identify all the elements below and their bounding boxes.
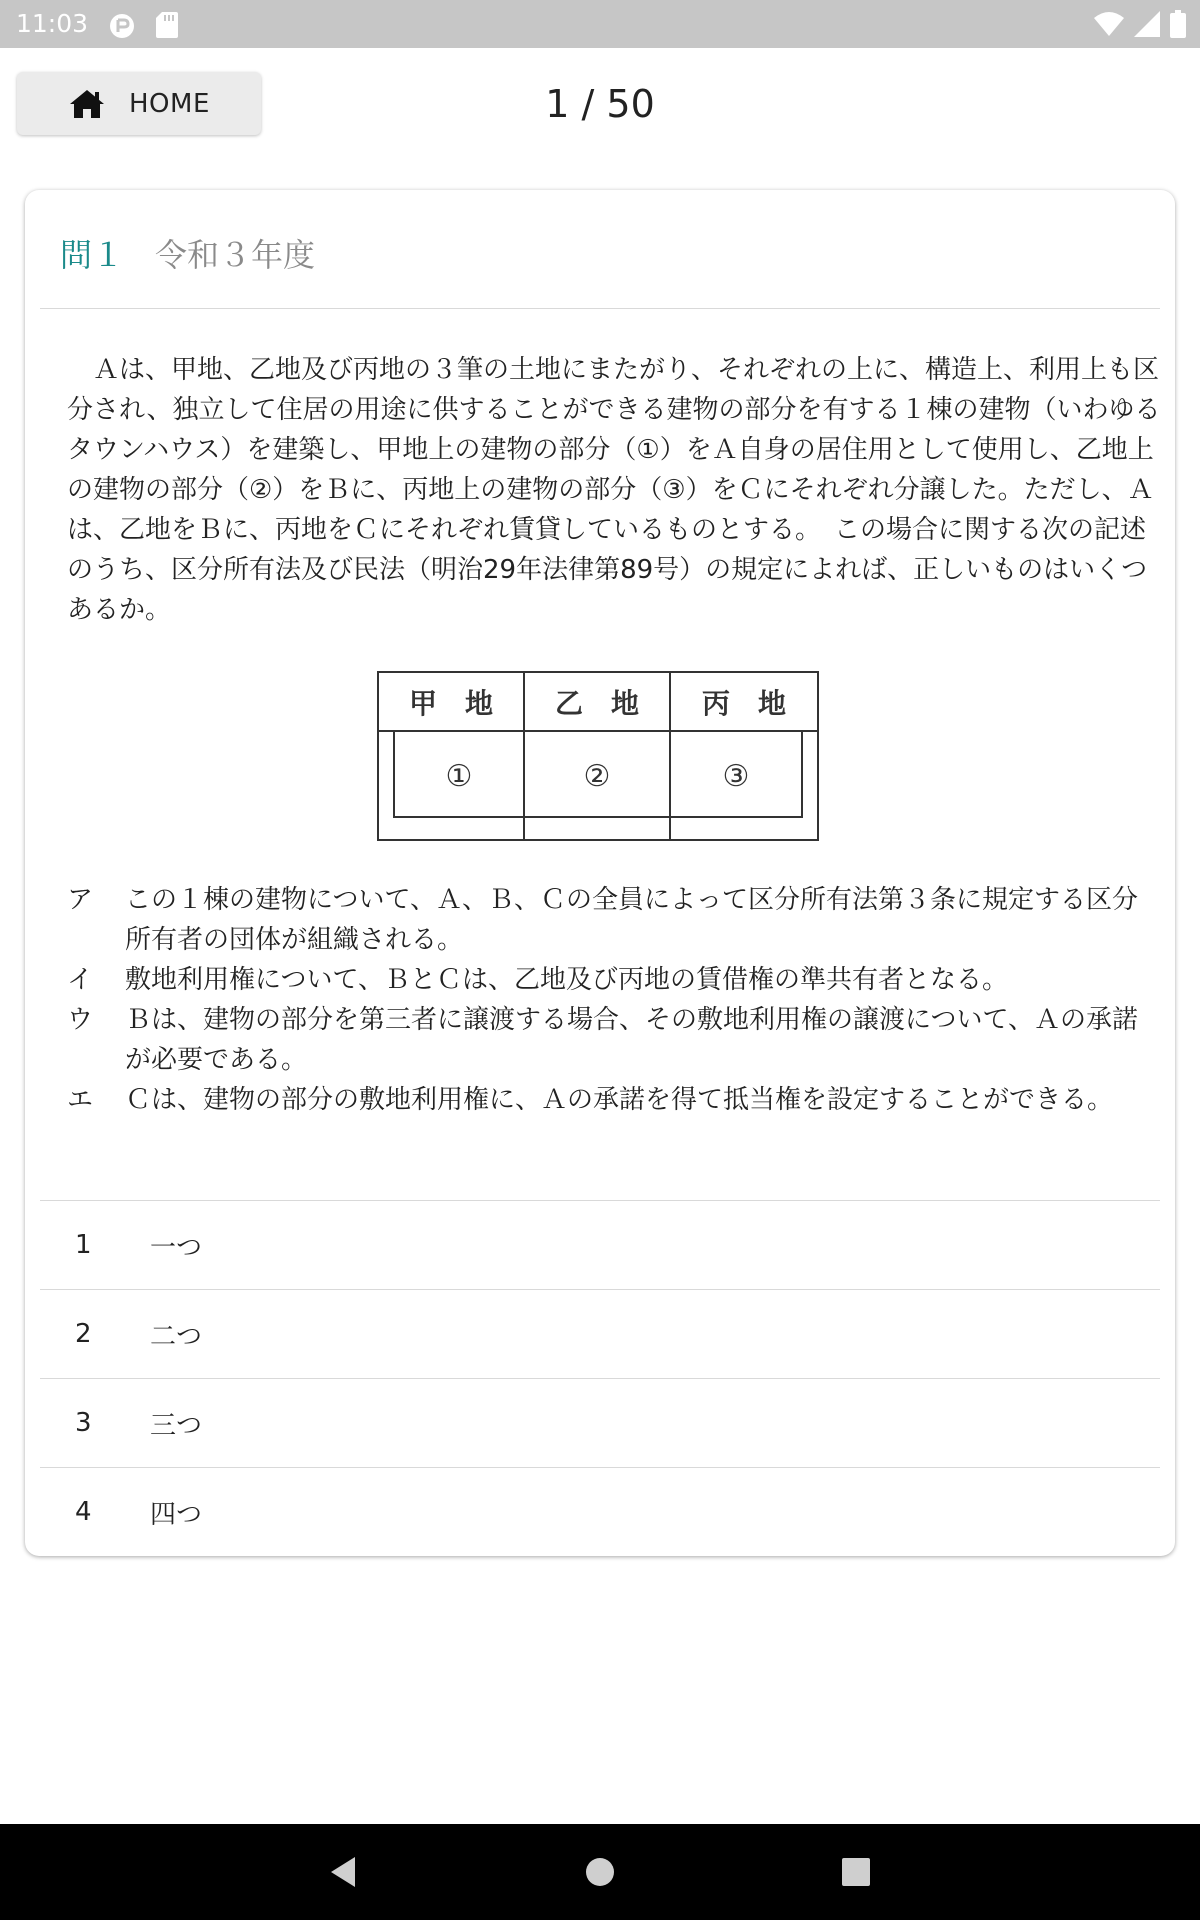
statement-text: Ｃは、建物の部分の敷地利用権に、Ａの承諾を得て抵当権を設定することができる。 xyxy=(125,1085,1114,1115)
wifi-icon xyxy=(1094,11,1124,41)
statement-list xyxy=(67,880,1157,1120)
statement-text: この１棟の建物について、Ａ、Ｂ、Ｃの全員によって区分所有法第３条に規定する区分所有者の団体が組織される。 xyxy=(125,885,1138,955)
choice-text: 四つ xyxy=(150,1499,203,1530)
answer-choices xyxy=(40,1200,1160,1556)
divider xyxy=(40,308,1160,309)
choice-number: 1 xyxy=(75,1230,92,1260)
home-button[interactable] xyxy=(17,72,261,135)
part-label-2: ② xyxy=(583,759,611,794)
question-counter: 1 / 50 xyxy=(545,82,655,126)
statement-text: 敷地利用権について、ＢとＣは、乙地及び丙地の賃借権の準共有者となる。 xyxy=(125,965,1008,995)
part-label-1: ① xyxy=(445,759,473,794)
statement-a xyxy=(67,880,1157,960)
statement-key: エ xyxy=(67,1085,94,1115)
question-card xyxy=(25,190,1175,1556)
question-body xyxy=(67,350,1167,630)
land-label-3: 丙 地 xyxy=(701,687,787,720)
question-year: 令和３年度 xyxy=(155,236,316,274)
land-label-2: 乙 地 xyxy=(554,687,640,720)
statement-text: Ｂは、建物の部分を第三者に譲渡する場合、その敷地利用権の譲渡について、Ａの承諾が必要である。 xyxy=(125,1005,1138,1075)
battery-icon xyxy=(1170,10,1186,42)
recents-icon xyxy=(841,1857,871,1887)
home-icon xyxy=(69,89,105,119)
land-diagram xyxy=(377,671,819,841)
navigation-bar xyxy=(0,1824,1200,1920)
statement-key: ア xyxy=(67,885,94,915)
answer-choice-1[interactable] xyxy=(40,1200,1160,1289)
question-number: 問１ xyxy=(60,236,125,274)
statement-e xyxy=(67,1080,1157,1120)
statement-key: ウ xyxy=(67,1005,94,1035)
signal-icon xyxy=(1134,11,1160,41)
answer-choice-3[interactable] xyxy=(40,1378,1160,1467)
back-icon xyxy=(327,1855,359,1889)
circle-home-icon xyxy=(585,1857,615,1887)
home-button-label: HOME xyxy=(129,88,210,119)
sd-card-icon xyxy=(156,12,178,42)
choice-text: 二つ xyxy=(150,1321,203,1352)
recents-button[interactable] xyxy=(786,1824,926,1920)
choice-text: 三つ xyxy=(150,1410,203,1441)
statement-key: イ xyxy=(67,965,94,995)
land-label-1: 甲 地 xyxy=(408,687,494,720)
part-label-3: ③ xyxy=(722,759,750,794)
answer-choice-4[interactable] xyxy=(40,1467,1160,1556)
question-header xyxy=(25,190,1175,308)
back-button[interactable] xyxy=(273,1824,413,1920)
statement-i xyxy=(67,960,1157,1000)
question-text: Ａは、甲地、乙地及び丙地の３筆の土地にまたがり、それぞれの上に、構造上、利用上も区分され、独立して住居の用途に供することができる建物の部分を有する１棟の建物（いわゆるタウンハウス）を建築し、甲地上の建物の部分（①）をＡ自身の居住用として使用し、乙地上の建物の部分（②）をＢに、丙地上の建物の部分（③）をＣにそれぞれ分譲した。ただし、Ａは、乙地をＢに、丙地をＣにそれぞれ賃貸しているものとする。 この場合に関する次の記述のうち、区分所有法及び民法（明治29年法律第89号）の規定によれば、正しいものはいくつあるか。 xyxy=(67,355,1161,625)
choice-number: 3 xyxy=(75,1408,92,1438)
status-bar xyxy=(0,0,1200,48)
status-time: 11:03 xyxy=(16,9,89,38)
home-nav-button[interactable] xyxy=(530,1824,670,1920)
statement-u xyxy=(67,1000,1157,1080)
answer-choice-2[interactable] xyxy=(40,1289,1160,1378)
choice-number: 2 xyxy=(75,1319,92,1349)
choice-number: 4 xyxy=(75,1497,92,1527)
choice-text: 一つ xyxy=(150,1232,203,1263)
sync-icon xyxy=(108,12,136,44)
